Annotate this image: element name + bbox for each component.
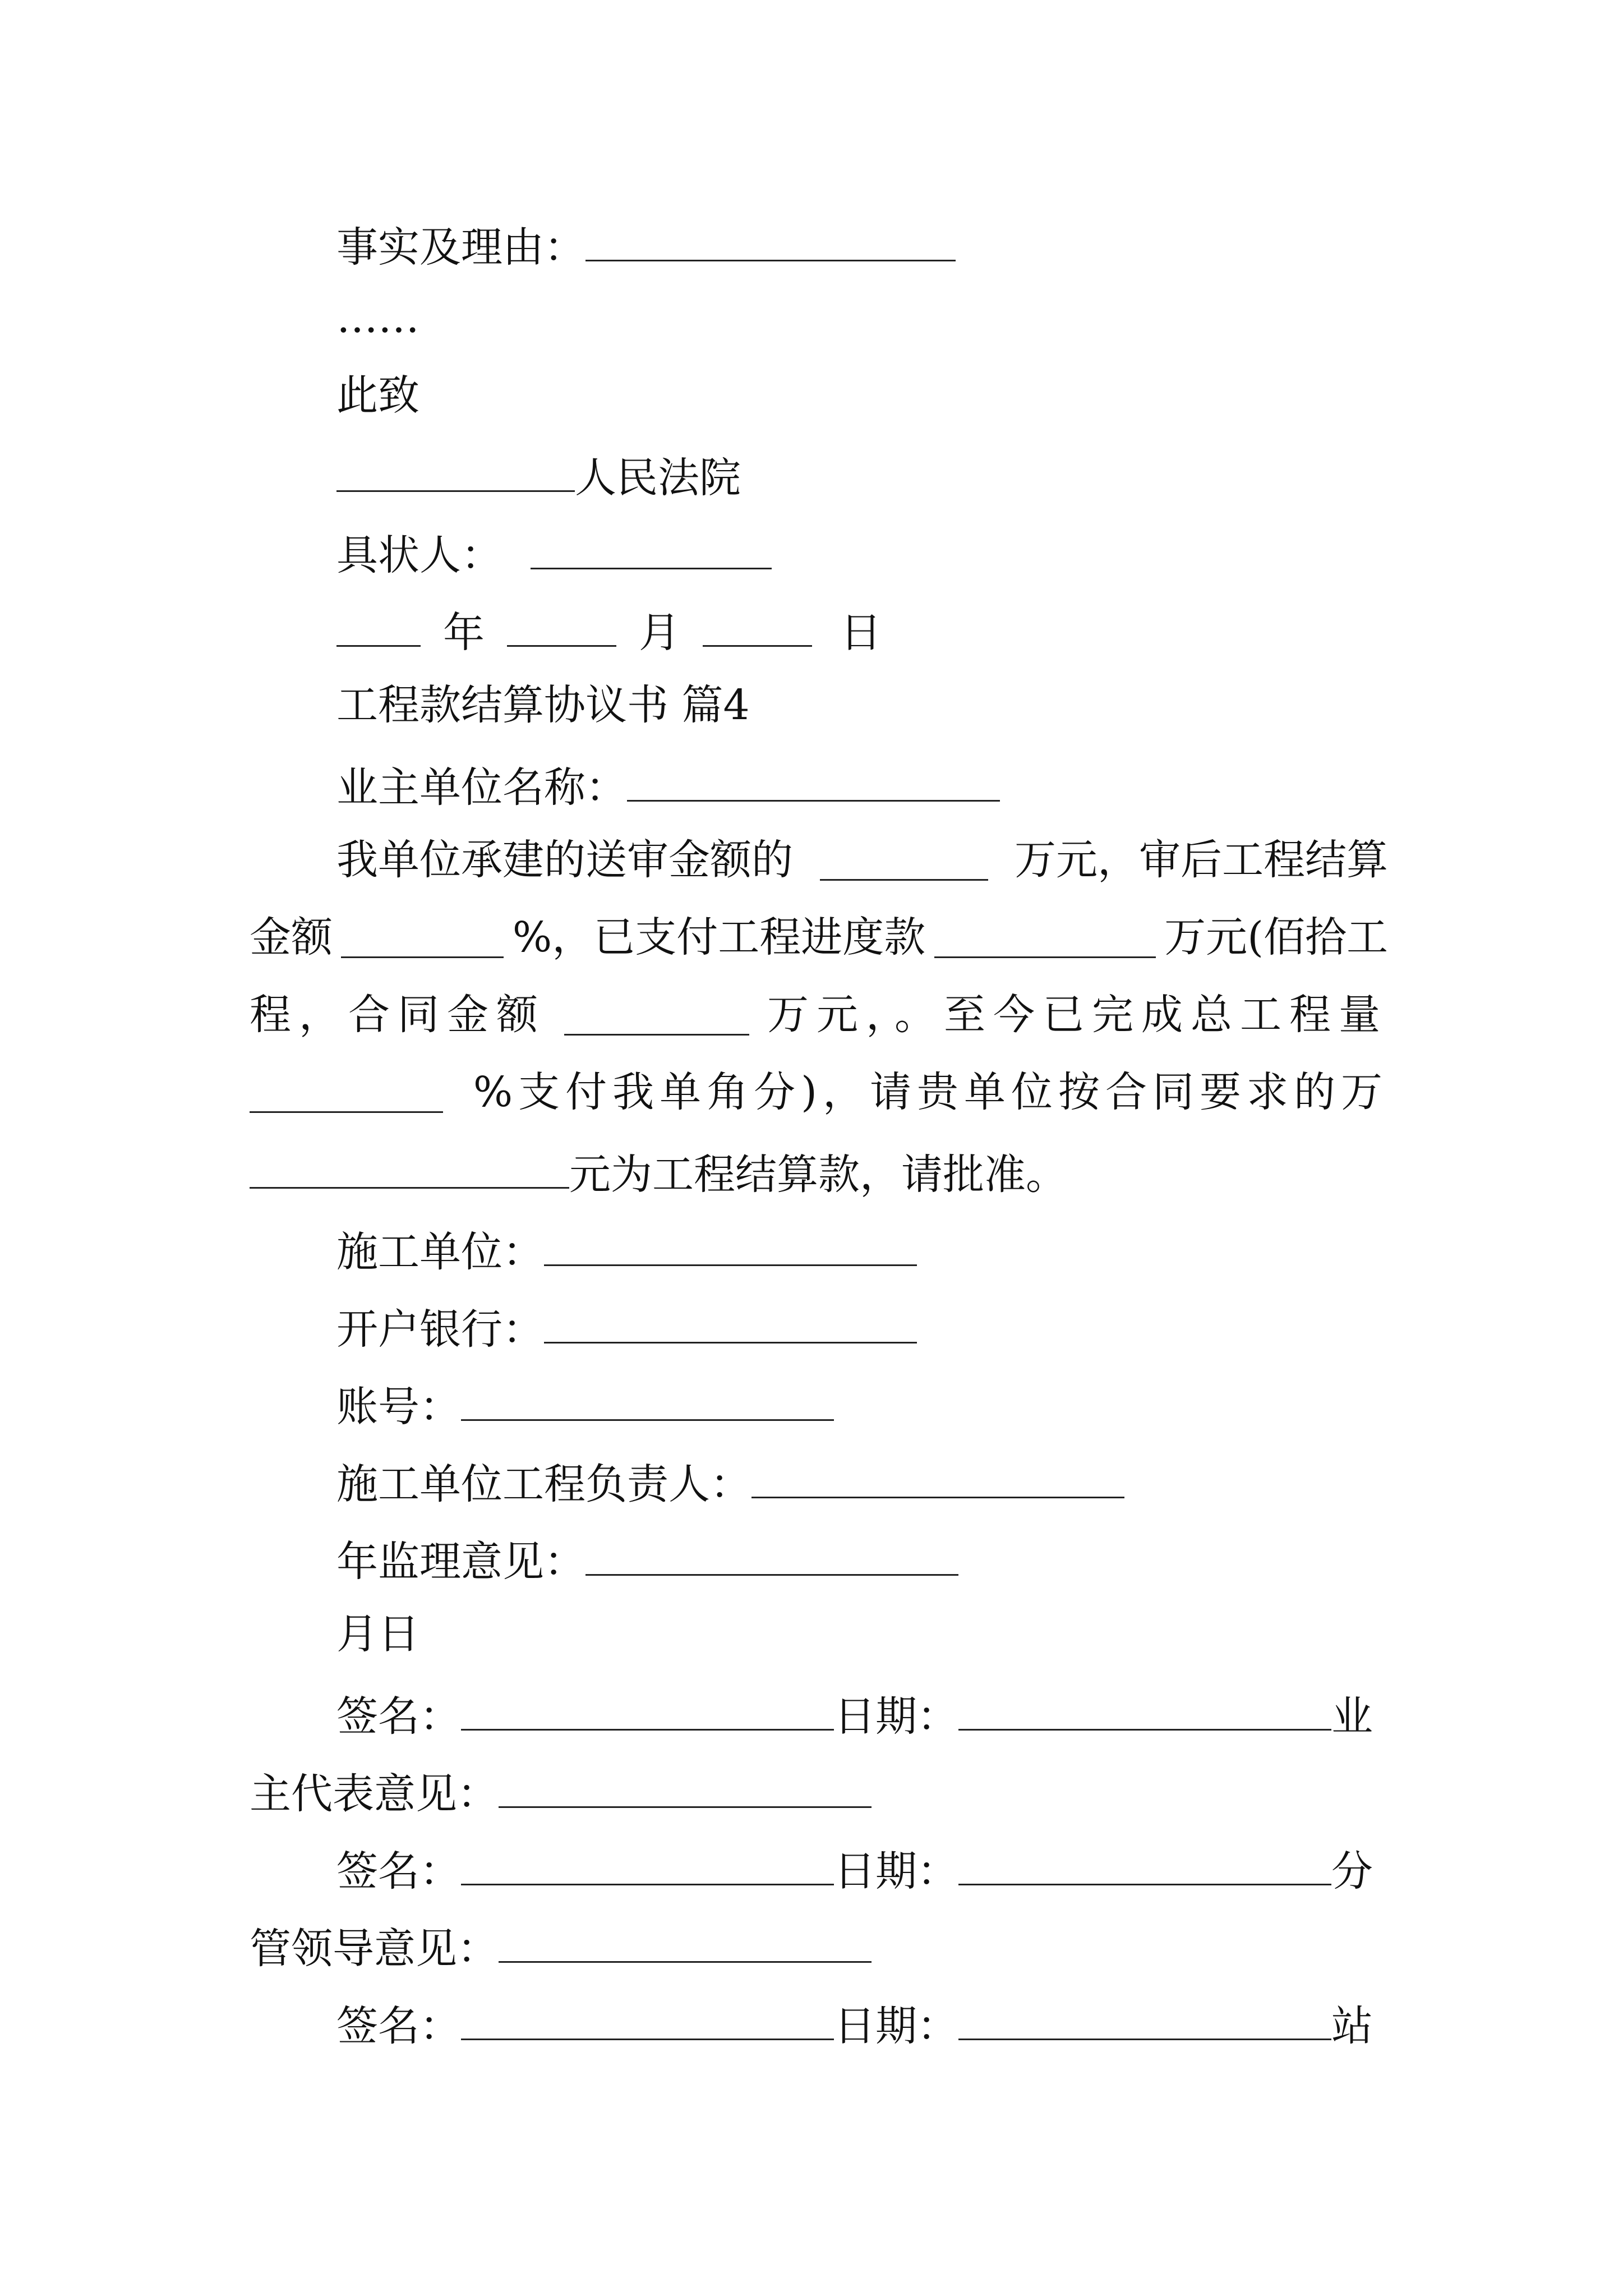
account-label: 账号： <box>336 1383 461 1432</box>
plaintiff-line <box>336 530 772 580</box>
tail-text: 分 <box>1331 1847 1373 1896</box>
ci-zhi: 此致 <box>336 371 419 420</box>
date-label: 日期： <box>834 1847 958 1896</box>
para-blank <box>250 1073 443 1113</box>
leader-label: 管领导意见： <box>250 1925 499 1973</box>
year-blank <box>336 607 421 647</box>
sign-blank <box>461 2000 834 2040</box>
account-line <box>336 1381 834 1432</box>
date-label: 日期： <box>834 1692 958 1741</box>
leader-blank <box>499 1923 872 1963</box>
date-blank <box>958 1846 1331 1885</box>
para-text: %支付我单角分)，请贵单位按合同要求的万 <box>473 1068 1388 1116</box>
contractor-line <box>336 1226 917 1277</box>
contractor-label: 施工单位： <box>336 1228 544 1277</box>
pm-blank <box>751 1458 1124 1498</box>
plaintiff-blank <box>531 530 772 569</box>
sign-label: 签名： <box>336 1692 461 1741</box>
sign-line-3 <box>336 2000 1373 2051</box>
para-blank <box>341 918 504 958</box>
sign-line-1 <box>336 1691 1373 1741</box>
day-blank <box>703 607 812 647</box>
para-text: 万元，审后工程结算 <box>1015 836 1388 884</box>
day-label: 日 <box>840 609 882 657</box>
date-line <box>336 607 882 657</box>
date-blank <box>958 2000 1331 2040</box>
facts-line <box>336 222 956 272</box>
court-blank <box>336 452 575 492</box>
para-blank <box>250 1149 569 1189</box>
para-line-5 <box>250 1149 1067 1199</box>
para-line-1 <box>336 836 1388 884</box>
supervision-label: 年监理意见： <box>336 1538 585 1586</box>
owner-rep-label: 主代表意见： <box>250 1770 499 1819</box>
contractor-blank <box>544 1226 917 1266</box>
para-line-4 <box>250 1068 1388 1116</box>
bank-line <box>336 1304 917 1354</box>
para-text: 万元(佰拾工 <box>1164 913 1388 961</box>
account-blank <box>461 1381 834 1421</box>
sign-blank <box>461 1691 834 1731</box>
owner-label: 业主单位名称： <box>336 763 627 812</box>
para-blank <box>934 918 1156 958</box>
para-text: %，已支付工程进度款 <box>512 913 926 961</box>
para-text: 万元，。至今已完成总工程量 <box>767 991 1388 1039</box>
ellipsis: …… <box>336 294 419 342</box>
facts-blank <box>585 222 956 261</box>
tail-text: 站 <box>1331 2002 1373 2051</box>
para-text: 元为工程结算款，请批准。 <box>569 1151 1067 1199</box>
court-line <box>336 452 741 503</box>
para-line-3 <box>250 991 1388 1039</box>
pm-line <box>336 1458 1124 1509</box>
facts-label: 事实及理由： <box>336 223 585 272</box>
bank-label: 开户银行： <box>336 1305 544 1354</box>
para-text: 金额 <box>250 913 333 961</box>
para-text: 我单位承建的送审金额的 <box>336 836 793 884</box>
sign-line-2 <box>336 1846 1373 1896</box>
date-blank <box>958 1691 1331 1731</box>
owner-blank <box>627 762 1000 802</box>
date-label: 日期： <box>834 2002 958 2051</box>
para-line-2 <box>250 913 1388 961</box>
pm-label: 施工单位工程负责人： <box>336 1460 751 1509</box>
supervision-blank <box>585 1536 958 1576</box>
sign-label: 签名： <box>336 1847 461 1896</box>
bank-blank <box>544 1304 917 1343</box>
owner-rep-line <box>250 1768 872 1819</box>
para-blank <box>564 996 749 1036</box>
court-suffix: 人民法院 <box>575 454 741 503</box>
para-text: 程，合同金额 <box>250 991 546 1039</box>
tail-text: 业 <box>1331 1692 1373 1741</box>
month-label: 月 <box>639 609 680 657</box>
supervision-line <box>336 1536 958 1586</box>
owner-rep-blank <box>499 1768 872 1808</box>
owner-line <box>336 762 1000 812</box>
month-day: 月日 <box>336 1610 419 1658</box>
sign-label: 签名： <box>336 2002 461 2051</box>
sign-blank <box>461 1846 834 1885</box>
section-title: 工程款结算协议书 篇4 <box>336 681 750 729</box>
para-blank <box>820 841 988 881</box>
plaintiff-label: 具状人： <box>336 531 502 580</box>
year-label: 年 <box>443 609 485 657</box>
leader-line <box>250 1923 872 1973</box>
month-blank <box>507 607 616 647</box>
